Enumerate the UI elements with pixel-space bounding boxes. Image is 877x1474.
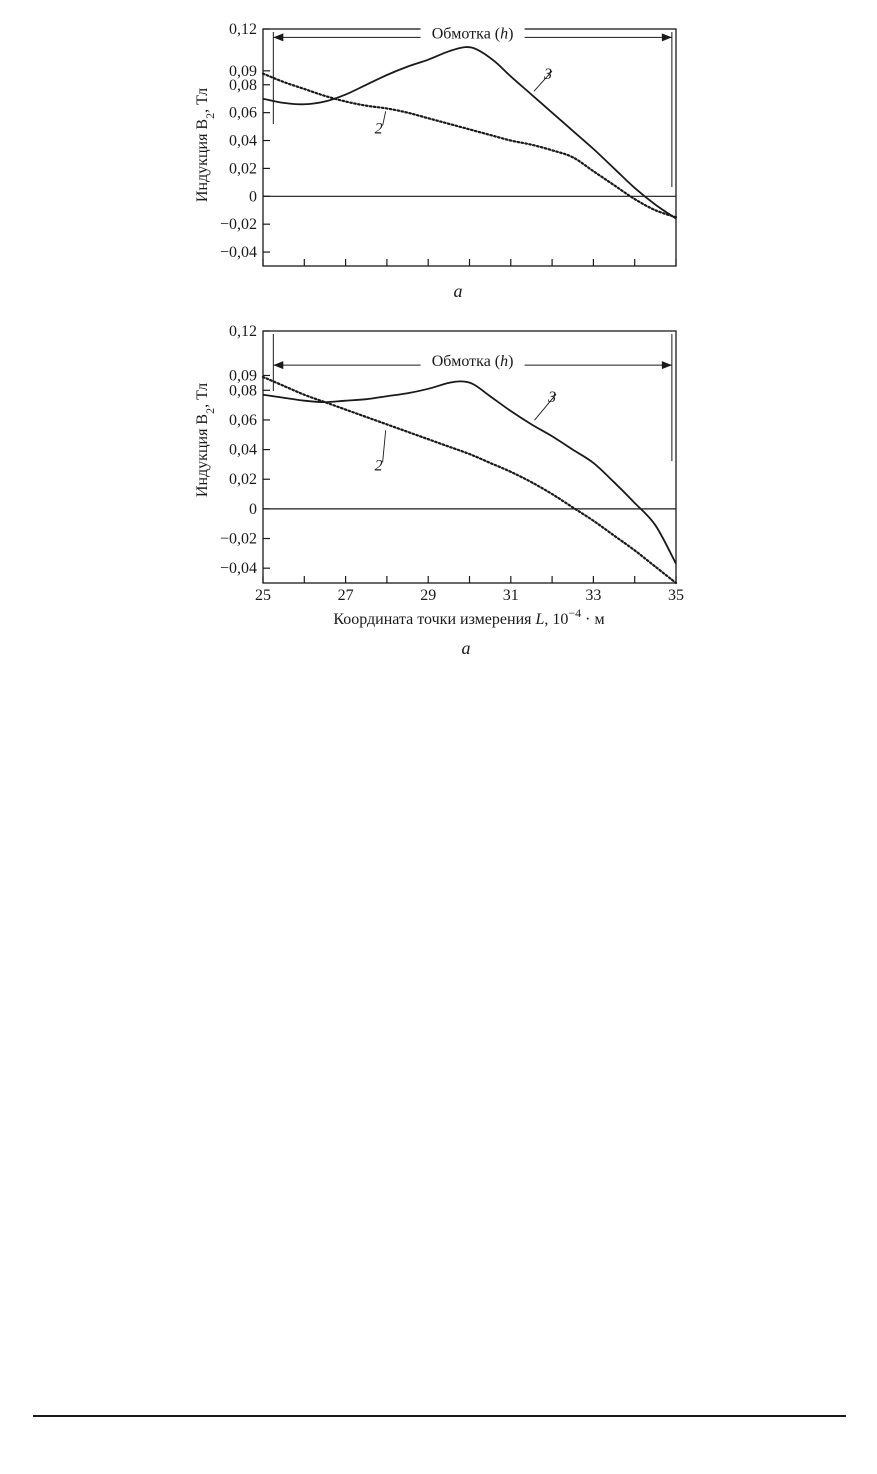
panel-bottom-y-tick-label: 0 xyxy=(249,500,257,518)
panel-bottom-winding-label-var: h xyxy=(500,353,509,371)
panel-bottom-winding-label-tail: ) xyxy=(508,353,514,371)
panel-top-y-tick-label: −0,02 xyxy=(219,216,257,234)
panel-top-y-tick-label: 0 xyxy=(249,188,257,206)
x-title-unit-exp: −4 xyxy=(568,606,582,620)
panel-bottom-x-axis-title xyxy=(333,606,604,628)
panel-top-y-tick-label: −0,04 xyxy=(219,244,257,262)
panel-top-plot-frame xyxy=(263,29,676,266)
panel-bottom-y-title-sub: 2 xyxy=(203,407,217,414)
panel-bottom-series-3-label: 3 xyxy=(548,389,557,407)
panel-top-series-2-line xyxy=(263,74,676,218)
panel-bottom-y-tick-label: −0,02 xyxy=(219,530,257,548)
panel-bottom-series-2-line xyxy=(263,377,676,583)
panel-top-y-tick-label: 0,12 xyxy=(229,21,257,38)
x-title-unit-base: , 10 xyxy=(544,611,569,628)
panel-top-y-tick-label: 0,09 xyxy=(229,62,257,80)
panel-bottom-winding-arrowhead-left xyxy=(273,361,283,369)
panel-top-series-3-label: 3 xyxy=(543,66,552,84)
panel-bottom-series-2-label: 2 xyxy=(374,457,383,475)
panel-bottom-x-tick-label: 31 xyxy=(502,587,519,604)
panel-bottom-winding-arrowhead-right xyxy=(662,361,672,369)
panel-bottom-y-tick-label: 0,04 xyxy=(229,441,257,459)
panel-top-y-tick-label: 0,08 xyxy=(229,76,257,94)
panel-bottom-y-tick-label: 0,08 xyxy=(229,382,257,400)
panel-top-series-3-line xyxy=(263,47,676,219)
panel-bottom-y-title-main: Индукция B xyxy=(194,413,211,498)
x-title-var: L xyxy=(535,611,545,628)
panel-bottom-winding-label xyxy=(432,353,514,370)
figure xyxy=(0,0,877,700)
panel-top-winding-label-tail: ) xyxy=(508,25,514,43)
panel-bottom-y-tick-label: 0,09 xyxy=(229,367,257,385)
panel-bottom-series-2-leader xyxy=(383,430,386,462)
panel-bottom-x-tick-label: 29 xyxy=(420,587,437,604)
chart-panel-top xyxy=(220,21,676,266)
panel-bottom-y-tick-label: 0,06 xyxy=(229,411,257,429)
chart-panel-bottom xyxy=(220,323,684,604)
panel-top-winding-arrowhead-left xyxy=(273,33,283,41)
panel-top-y-tick-label: 0,06 xyxy=(229,104,257,122)
panel-bottom-y-tick-label: 0,02 xyxy=(229,471,257,489)
x-title-unit-tail: · м xyxy=(581,611,605,628)
panel-top-y-title-sub: 2 xyxy=(203,112,217,119)
panel-bottom-winding-label-main: Обмотка ( xyxy=(431,353,501,371)
page-footer-rule xyxy=(33,1415,846,1417)
panel-top-winding-label-main: Обмотка ( xyxy=(431,25,501,43)
panel-top-y-tick-label: 0,04 xyxy=(229,132,257,150)
panel-top-y-title-tail: , Тл xyxy=(194,87,211,113)
panel-top-y-axis-title xyxy=(194,88,217,202)
panel-bottom-x-tick-label: 35 xyxy=(668,587,684,604)
panel-top-winding-arrowhead-right xyxy=(662,33,672,41)
panel-bottom-y-tick-label: −0,04 xyxy=(219,560,257,578)
panel-bottom-x-tick-label: 27 xyxy=(337,587,354,604)
panel-bottom-y-tick-label: 0,12 xyxy=(229,323,257,340)
panel-bottom-caption: а xyxy=(461,638,471,658)
panel-bottom-y-axis-title xyxy=(194,383,217,497)
panel-bottom-x-tick-label: 33 xyxy=(585,587,602,604)
panel-top-winding-label-var: h xyxy=(500,25,509,43)
panel-top-y-title-main: Индукция B xyxy=(194,118,211,203)
panel-bottom-y-title-tail: , Тл xyxy=(194,382,211,408)
panel-top-series-2-label: 2 xyxy=(374,120,383,138)
panel-bottom-series-3-leader xyxy=(535,394,557,420)
panel-top-y-tick-label: 0,02 xyxy=(229,160,257,178)
panel-bottom-x-tick-label: 25 xyxy=(255,587,271,604)
x-title-main: Координата точки измерения xyxy=(333,611,536,628)
panel-top-caption: а xyxy=(453,281,463,301)
panel-top-series-2-leader xyxy=(383,111,386,125)
panel-top-winding-label xyxy=(432,25,514,42)
